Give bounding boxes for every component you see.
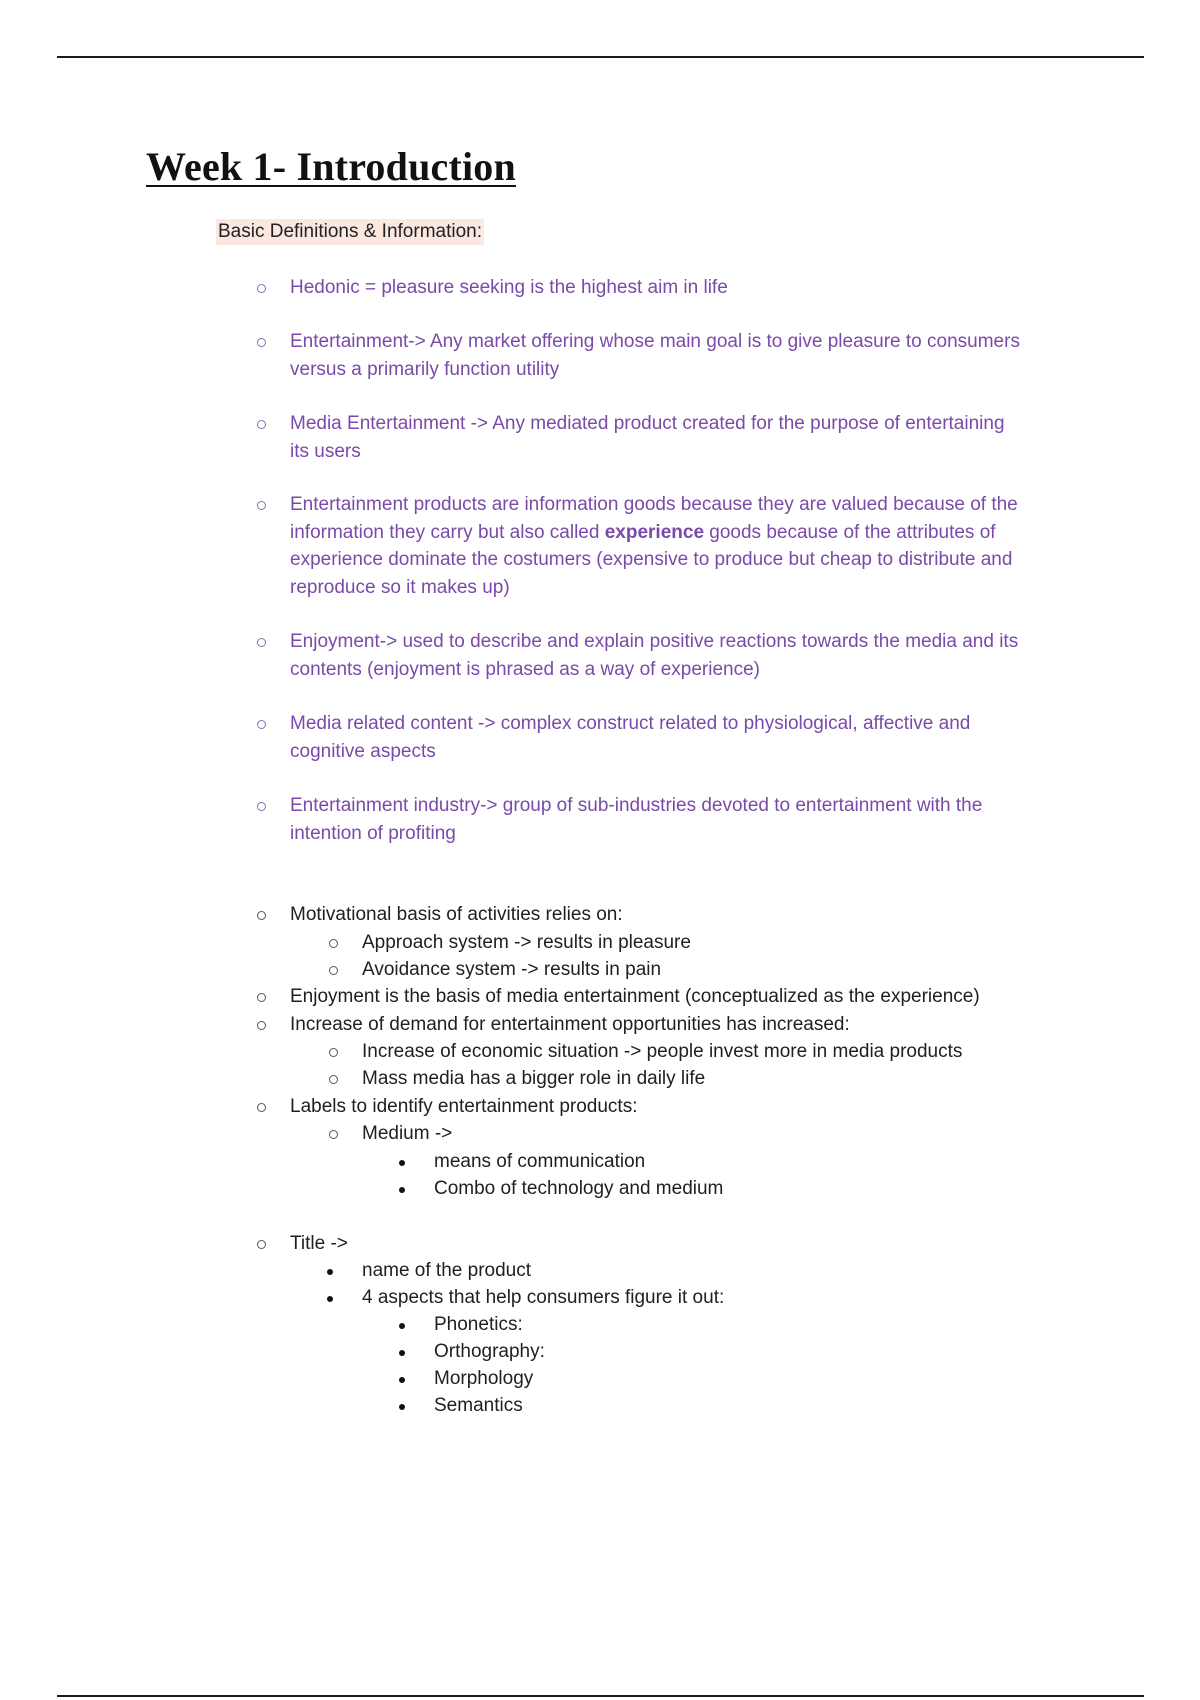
- filled-bullet-icon: [399, 1187, 405, 1193]
- filled-bullet-icon: [399, 1404, 405, 1410]
- bottom-rule: [57, 1695, 1144, 1697]
- item-line: Media Entertainment -> Any mediated product created for the purpose of entertaining: [290, 413, 1005, 434]
- item-line: [290, 519, 1018, 547]
- item-line: cognitive aspects: [290, 740, 436, 762]
- item-line: Hedonic = pleasure seeking is the highest aim in life: [290, 277, 728, 298]
- hollow-circle-bullet-icon: [257, 1103, 266, 1112]
- list-item: 4 aspects that help consumers figure it out:: [362, 1287, 725, 1308]
- hollow-circle-bullet-icon: [329, 1048, 338, 1057]
- list-item: Increase of demand for entertainment opportunities has increased:: [290, 1014, 850, 1035]
- list-item: [290, 491, 1018, 601]
- list-item: Avoidance system -> results in pain: [362, 959, 662, 980]
- item-line: intention of profiting: [290, 822, 456, 844]
- list-item: [290, 274, 728, 302]
- list-item: Orthography:: [434, 1341, 545, 1362]
- list-item: Phonetics:: [434, 1314, 523, 1335]
- hollow-circle-bullet-icon: [257, 802, 266, 811]
- list-item: [290, 328, 1020, 383]
- list-item: Approach system -> results in pleasure: [362, 932, 691, 953]
- list-item: name of the product: [362, 1260, 531, 1281]
- item-line: Entertainment industry-> group of sub-industries devoted to entertainment with the: [290, 795, 983, 816]
- list-item: Combo of technology and medium: [434, 1178, 724, 1199]
- hollow-circle-bullet-icon: [257, 993, 266, 1002]
- text-run: goods because of the attributes of: [704, 521, 996, 543]
- list-item: Title ->: [290, 1233, 348, 1254]
- page-title: Week 1- Introduction: [146, 144, 516, 189]
- hollow-circle-bullet-icon: [257, 638, 266, 647]
- filled-bullet-icon: [399, 1323, 405, 1329]
- hollow-circle-bullet-icon: [329, 1130, 338, 1139]
- item-line: its users: [290, 440, 361, 462]
- filled-bullet-icon: [399, 1377, 405, 1383]
- item-line: Enjoyment-> used to describe and explain positive reactions towards the media and its: [290, 631, 1019, 652]
- hollow-circle-bullet-icon: [257, 284, 266, 293]
- item-line: contents (enjoyment is phrased as a way of experience): [290, 658, 760, 680]
- item-line: Entertainment products are information goods because they are valued because of the: [290, 494, 1018, 515]
- hollow-circle-bullet-icon: [257, 338, 266, 347]
- item-line: Entertainment-> Any market offering whose main goal is to give pleasure to consumers: [290, 331, 1020, 352]
- list-item: Increase of economic situation -> people invest more in media products: [362, 1041, 963, 1062]
- list-item: [290, 792, 982, 847]
- list-item: Morphology: [434, 1368, 534, 1389]
- hollow-circle-bullet-icon: [257, 501, 266, 510]
- item-line: reproduce so it makes up): [290, 576, 510, 598]
- list-item: [290, 710, 970, 765]
- section-subheading: Basic Definitions & Information:: [216, 219, 484, 245]
- list-item: Mass media has a bigger role in daily life: [362, 1068, 706, 1089]
- list-item: Motivational basis of activities relies on:: [290, 904, 623, 925]
- list-item: Medium ->: [362, 1123, 453, 1144]
- item-line: Media related content -> complex construct related to physiological, affective and: [290, 713, 971, 734]
- list-item: means of communication: [434, 1151, 646, 1172]
- hollow-circle-bullet-icon: [257, 911, 266, 920]
- list-item: Semantics: [434, 1395, 523, 1416]
- list-item: [290, 628, 1018, 683]
- hollow-circle-bullet-icon: [257, 1240, 266, 1249]
- item-line: versus a primarily function utility: [290, 358, 560, 380]
- list-item: Enjoyment is the basis of media entertainment (conceptualized as the experience): [290, 986, 980, 1007]
- filled-bullet-icon: [327, 1269, 333, 1275]
- list-item: Labels to identify entertainment products:: [290, 1096, 638, 1117]
- filled-bullet-icon: [399, 1350, 405, 1356]
- text-run: information they carry but also called: [290, 521, 605, 543]
- hollow-circle-bullet-icon: [257, 1021, 266, 1030]
- hollow-circle-bullet-icon: [329, 966, 338, 975]
- hollow-circle-bullet-icon: [257, 420, 266, 429]
- filled-bullet-icon: [327, 1296, 333, 1302]
- hollow-circle-bullet-icon: [257, 720, 266, 729]
- filled-bullet-icon: [399, 1160, 405, 1166]
- top-rule: [57, 56, 1144, 58]
- item-line: experience dominate the costumers (expensive to produce but cheap to distribute and: [290, 549, 1013, 570]
- list-item: [290, 410, 1005, 465]
- hollow-circle-bullet-icon: [329, 939, 338, 948]
- hollow-circle-bullet-icon: [329, 1075, 338, 1084]
- bold-term: experience: [604, 521, 705, 543]
